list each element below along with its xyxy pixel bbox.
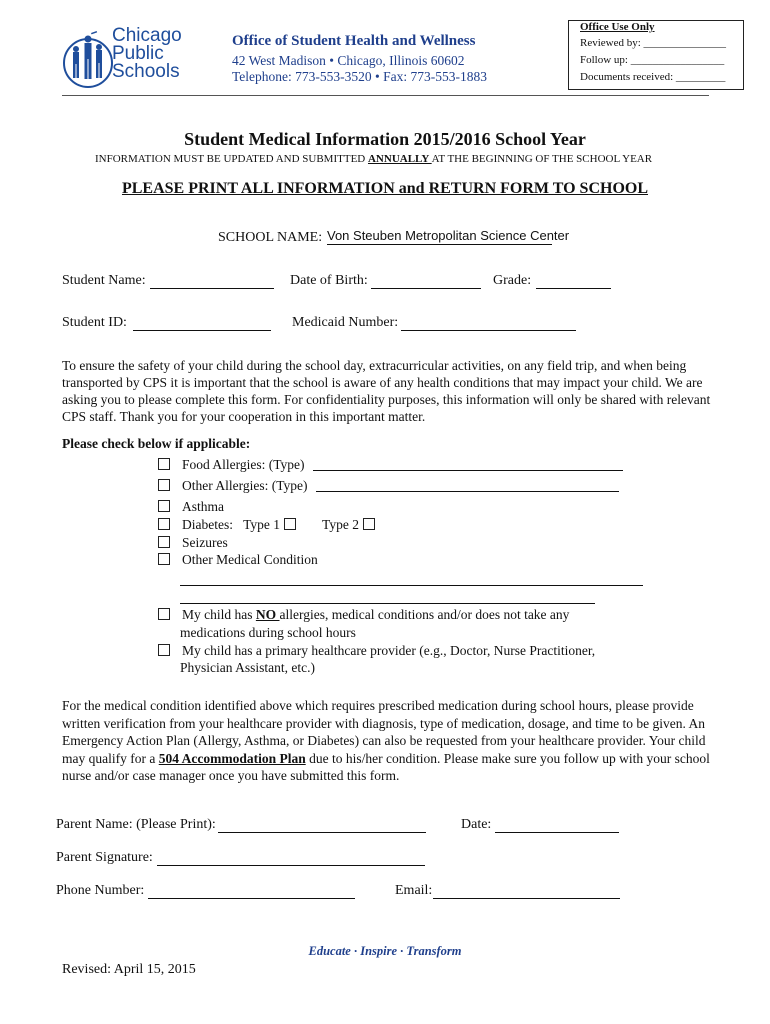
- header-divider: [62, 95, 709, 96]
- medicaid-field[interactable]: [401, 330, 576, 331]
- seizures-checkbox[interactable]: [158, 536, 170, 548]
- intro-paragraph: [62, 357, 712, 425]
- medication-paragraph: [62, 697, 712, 785]
- reviewed-by-field: Reviewed by: _______________: [580, 37, 727, 49]
- other-condition-field-1[interactable]: [180, 585, 643, 586]
- type1-label: Type 1: [243, 517, 281, 532]
- other-allergies-checkbox[interactable]: [158, 479, 170, 491]
- parent-signature-label: Parent Signature:: [56, 850, 153, 865]
- no-allergies-checkbox[interactable]: [158, 608, 170, 620]
- parent-signature-field[interactable]: [157, 865, 425, 866]
- office-address: 42 West Madison • Chicago, Illinois 60602: [232, 53, 465, 68]
- student-name-field[interactable]: [150, 288, 274, 289]
- logo-text: Chicago Public Schools: [112, 25, 182, 82]
- no-allergies-line2: medications during school hours: [180, 625, 356, 640]
- other-allergies-label: Other Allergies: (Type): [182, 478, 308, 493]
- food-allergies-label: Food Allergies: (Type): [182, 457, 305, 472]
- no-allergies-pre: My child has: [182, 607, 256, 622]
- school-name-label: SCHOOL NAME:: [218, 230, 323, 245]
- office-use-title: Office Use Only: [580, 21, 655, 33]
- other-condition-row: [158, 552, 318, 568]
- phone-number-field[interactable]: [148, 898, 355, 899]
- provider-line1: My child has a primary healthcare provider (e.g., Doctor, Nurse Practitioner,: [182, 643, 596, 658]
- footer-tagline: Educate · Inspire · Transform: [308, 944, 462, 958]
- no-allergies-post: allergies, medical conditions and/or does not take any: [279, 607, 570, 622]
- office-phone: Telephone: 773-553-3520 • Fax: 773-553-1883: [232, 69, 487, 84]
- dob-field[interactable]: [371, 288, 481, 289]
- provider-line2: Physician Assistant, etc.): [180, 660, 315, 675]
- other-allergies-row: [158, 478, 308, 494]
- school-name-value: Von Steuben Metropolitan Science Center: [327, 228, 570, 243]
- accommodation-plan-link: 504 Accommodation Plan: [158, 750, 306, 766]
- date-field[interactable]: [495, 832, 619, 833]
- checklist-heading: Please check below if applicable:: [62, 436, 251, 451]
- medication-text-pre: For the medical condition identified above which requires prescribed medication during school hours, please provide written verification from your healthcare provider with diagnosis, type of medication, dosage, and time to be given. An Emergency Action Plan (Allergy, Asthma, or Diabetes) can also be requested from your healthcare provider. Your child may qualify for a: [62, 698, 706, 766]
- email-label: Email:: [395, 883, 433, 898]
- other-allergies-field[interactable]: [316, 491, 619, 492]
- food-allergies-checkbox[interactable]: [158, 458, 170, 470]
- parent-name-field[interactable]: [218, 832, 426, 833]
- student-id-label: Student ID:: [62, 315, 127, 330]
- food-allergies-field[interactable]: [313, 470, 623, 471]
- revised-date: Revised: April 15, 2015: [62, 962, 196, 977]
- dob-label: Date of Birth:: [290, 273, 368, 288]
- provider-checkbox[interactable]: [158, 644, 170, 656]
- type2-checkbox[interactable]: [363, 518, 375, 530]
- asthma-checkbox[interactable]: [158, 500, 170, 512]
- diabetes-checkbox[interactable]: [158, 518, 170, 530]
- seizures-row: [158, 535, 228, 551]
- student-id-field[interactable]: [133, 330, 271, 331]
- follow-up-field: Follow up: _________________: [580, 54, 725, 66]
- documents-received-field: Documents received: _________: [580, 71, 726, 83]
- asthma-label: Asthma: [182, 499, 224, 514]
- school-name-field[interactable]: [327, 228, 570, 245]
- office-use-box: [568, 20, 744, 90]
- phone-number-label: Phone Number:: [56, 883, 145, 898]
- no-allergies-row: [158, 607, 569, 623]
- grade-label: Grade:: [493, 273, 532, 288]
- subtitle-annually: ANNUALLY: [367, 153, 432, 165]
- type1-checkbox[interactable]: [284, 518, 296, 530]
- type2-label: Type 2: [322, 517, 359, 532]
- no-allergies-no: NO: [255, 607, 280, 622]
- other-condition-checkbox[interactable]: [158, 553, 170, 565]
- other-condition-field-2[interactable]: [180, 603, 595, 604]
- asthma-row: [158, 499, 224, 515]
- office-name: Office of Student Health and Wellness: [232, 33, 476, 49]
- food-allergies-row: [158, 457, 305, 473]
- diabetes-label: Diabetes:: [182, 517, 233, 532]
- subtitle-post: AT THE BEGINNING OF THE SCHOOL YEAR: [431, 153, 653, 165]
- cps-logo-icon: [62, 25, 114, 95]
- grade-field[interactable]: [536, 288, 611, 289]
- print-instruction: PLEASE PRINT ALL INFORMATION and RETURN FORM TO SCHOOL: [121, 180, 649, 197]
- provider-row: [158, 643, 595, 659]
- date-label: Date:: [461, 817, 492, 832]
- intro-text: To ensure the safety of your child during the school day, extracurricular activities, on any field trip, and when being transported by CPS it is important that the school is aware of any health conditions that may impact your child. We are asking you to please complete this form. For confidentiality purposes, this information will only be shared with relevant CPS staff. Thank you for your cooperation in this important matter.: [62, 358, 711, 424]
- cps-logo: [62, 25, 202, 95]
- email-field[interactable]: [433, 898, 620, 899]
- form-subtitle: [95, 153, 652, 165]
- medicaid-label: Medicaid Number:: [292, 315, 399, 330]
- other-condition-label: Other Medical Condition: [182, 552, 318, 567]
- medication-text-post: due to his/her condition. Please make sure you follow up with your school nurse and/or case manager once you have submitted this form.: [62, 750, 710, 783]
- diabetes-row: [158, 517, 375, 533]
- subtitle-pre: INFORMATION MUST BE UPDATED AND SUBMITTED: [95, 153, 368, 165]
- student-name-label: Student Name:: [62, 273, 146, 288]
- seizures-label: Seizures: [182, 535, 228, 550]
- parent-name-label: Parent Name: (Please Print):: [56, 817, 216, 832]
- form-title: Student Medical Information 2015/2016 School Year: [184, 129, 586, 149]
